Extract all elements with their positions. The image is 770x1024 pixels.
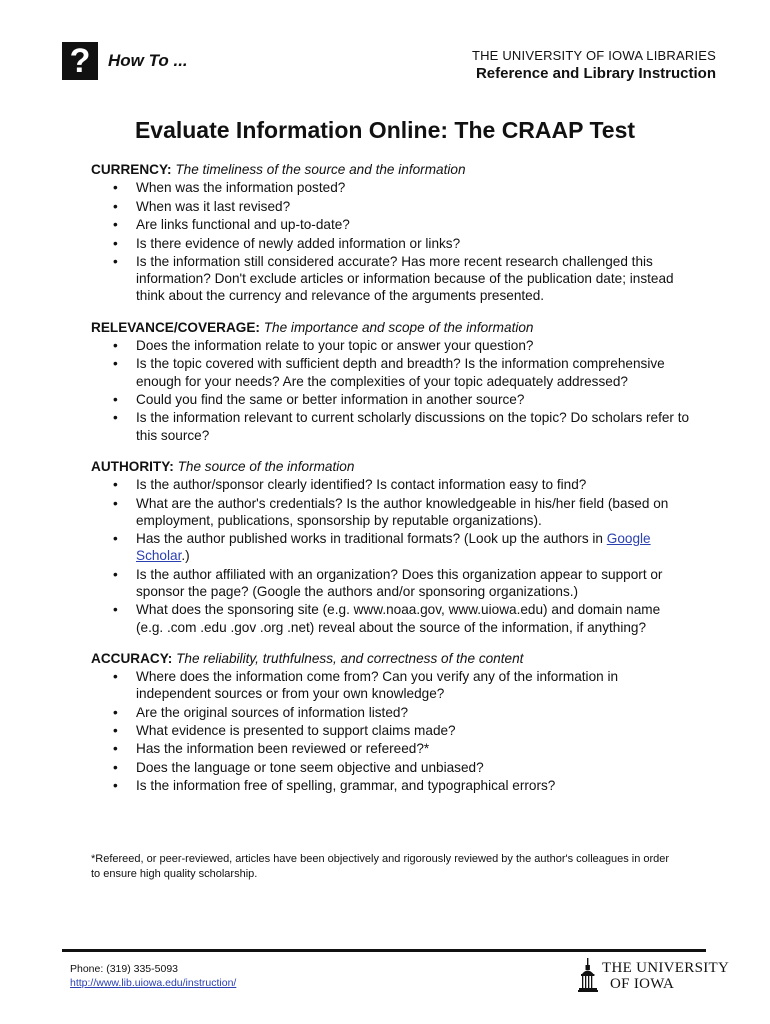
list-item: • Is the information free of spelling, grammar, and typographical errors? (91, 777, 691, 794)
list-item: • Is the information still considered accurate? Has more recent research challenged this information? Don't exclude articles or information because of the publication date; instead think about the currency and relevance of the arguments presented. (91, 253, 691, 305)
section-label: RELEVANCE/COVERAGE: (91, 319, 260, 335)
list-item (91, 530, 691, 564)
list-item: • Is the author/sponsor clearly identified? Is contact information easy to find? (91, 476, 691, 493)
section-heading (91, 458, 691, 475)
list-item: • Is there evidence of newly added information or links? (91, 235, 691, 252)
section-heading (91, 161, 691, 178)
list-item: • Has the information been reviewed or refereed?* (91, 740, 691, 757)
section-heading (91, 650, 691, 667)
list-item: • When was the information posted? (91, 179, 691, 196)
section-label: CURRENCY: (91, 162, 172, 177)
list-item: • Is the information relevant to current scholarly discussions on the topic? Do scholars refer to this source? (91, 409, 691, 443)
list-item-text: Has the author published works in traditional formats? (Look up the authors in (136, 531, 607, 547)
phone-number: Phone: (319) 335-5093 (70, 963, 178, 975)
how-to-label: How To ... (108, 51, 188, 70)
section-label: ACCURACY: (91, 650, 173, 666)
library-name: THE UNIVERSITY OF IOWA LIBRARIES (471, 48, 716, 63)
list-item: • What evidence is presented to support claims made? (91, 722, 691, 739)
section-authority (91, 458, 691, 636)
question-mark-icon: ? (62, 42, 98, 80)
list-item: • Is the author affiliated with an organization? Does this organization appear to support or sponsor the page? (Google the authors and/or sponsoring organizations.) (91, 566, 691, 600)
logo-line2: OF IOWA (610, 976, 675, 992)
section-subtitle: The importance and scope of the information (263, 319, 534, 335)
list-item: • What does the sponsoring site (e.g. www.noaa.gov, www.uiowa.edu) and domain name (e.g. .com .edu .gov .org .net) reveal about the source of the information, if anything? (91, 601, 691, 635)
footer-divider (62, 949, 706, 952)
section-subtitle: The timeliness of the source and the information (175, 162, 466, 177)
organization-header (472, 48, 716, 82)
page-title: Evaluate Information Online: The CRAAP Test (134, 117, 636, 143)
list-item: • Are the original sources of information listed? (91, 704, 691, 721)
section-accuracy (91, 650, 691, 795)
list-item: • Where does the information come from? Can you verify any of the information in independent sources or from your own knowledge? (91, 668, 691, 702)
google-scholar-link[interactable]: Google Scholar (136, 531, 651, 564)
list-item: • Does the information relate to your topic or answer your question? (91, 337, 691, 354)
list-item: • What are the author's credentials? Is the author knowledgeable in his/her field (based on employment, publications, sponsorship by reputable organizations). (91, 495, 691, 529)
list-item: • Are links functional and up-to-date? (91, 216, 691, 233)
list-item: • Does the language or tone seem objective and unbiased? (91, 759, 691, 776)
bullet-list (91, 476, 691, 636)
old-capitol-icon (578, 958, 598, 994)
section-label: AUTHORITY: (91, 458, 174, 474)
list-item: • When was it last revised? (91, 198, 691, 215)
section-subtitle: The reliability, truthfulness, and correctness of the content (176, 650, 524, 666)
how-to-header (62, 42, 188, 80)
list-item-suffix: .) (181, 548, 190, 564)
university-logo (578, 958, 729, 994)
instruction-url-link[interactable]: http://www.lib.uiowa.edu/instruction/ (70, 977, 237, 989)
logo-wordmark (602, 960, 729, 992)
footer-contact (70, 962, 236, 990)
logo-line1: THE UNIVERSITY (602, 960, 730, 976)
section-heading (91, 319, 691, 336)
bullet-list (91, 179, 691, 304)
list-item: • Is the topic covered with sufficient depth and breadth? Is the information comprehensive enough for your needs? Are the complexities of your topic adequately addressed? (91, 355, 691, 389)
footnote: *Refereed, or peer-reviewed, articles have been objectively and rigorously reviewed by the author's colleagues in order to ensure high quality scholarship. (91, 853, 670, 880)
main-content (91, 161, 691, 808)
department-name: Reference and Library Instruction (475, 65, 716, 82)
bullet-list (91, 337, 691, 444)
bullet-list (91, 668, 691, 794)
section-currency (91, 161, 691, 305)
section-relevance (91, 319, 691, 444)
section-subtitle: The source of the information (177, 458, 355, 474)
list-item: • Could you find the same or better information in another source? (91, 391, 691, 408)
